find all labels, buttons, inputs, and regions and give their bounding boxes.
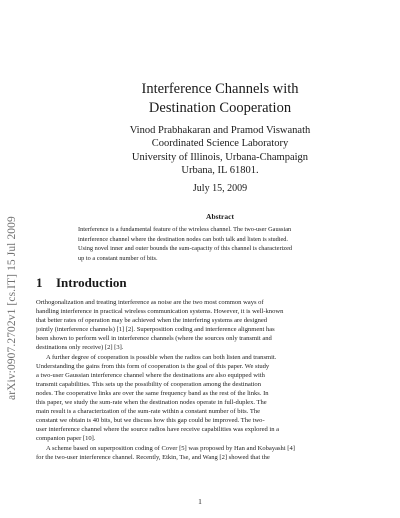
body-line: main result is a characterization of the sum-rate within a constant number of bits. The [36, 408, 261, 416]
body-line: handling interference in practical wireless communication systems. However, it is well-known [36, 308, 284, 316]
section-heading [36, 275, 127, 291]
abstract-line: Using novel inner and outer bounds the sum-capacity of this channel is characterized [78, 245, 293, 252]
paper-title [60, 80, 380, 118]
body-line: that better rates of operation may be achieved when the interfering systems are designed [36, 317, 268, 325]
body-text [36, 298, 362, 462]
page-number: 1 [198, 497, 202, 506]
title-line: Interference Channels with [141, 81, 299, 97]
abstract-line: interference channel where the destination nodes can both talk and listen is studied. [78, 235, 289, 243]
author-names: Vinod Prabhakaran and Pramod Viswanath [129, 125, 311, 136]
abstract-text [78, 225, 326, 263]
arxiv-stamp: arXiv:0907.2702v1 [cs.IT] 15 Jul 2009 [6, 216, 18, 400]
affiliation-city: Urbana, IL 61801. [181, 164, 259, 176]
abstract-line: up to a constant number of bits. [78, 254, 158, 262]
body-line: Orthogonalization and treating interference as noise are the two most common ways of [36, 299, 264, 306]
paper-date: July 15, 2009 [192, 183, 248, 194]
body-line: been shown to perform well in interference channels (where the sources only transmit and [36, 335, 272, 343]
author-block [60, 124, 380, 177]
body-line: nodes. The cooperative links are over the same frequency band as the rest of the links. In [36, 389, 269, 397]
body-line: A scheme based on superposition coding of Cover [5] was proposed by Han and Kobayashi [4] [46, 444, 295, 452]
body-line: a two-user Gaussian interference channel where the destinations are also equipped with [36, 371, 265, 379]
body-line: this paper, we study the sum-rate when the destination nodes operate in full-duplex. The [36, 399, 267, 407]
abstract-line: Interference is a fundamental feature of the wireless channel. The two-user Gaussian [78, 226, 292, 233]
body-line: jointly (interference channels) [1] [2]. Superposition coding and interference alignment has [36, 326, 275, 334]
abstract-heading: Abstract [206, 212, 234, 221]
body-line: constant we obtain is 40 bits, but we discuss how this gap could be improved. The two- [36, 417, 265, 425]
section-number: 1 [36, 275, 43, 290]
body-line: A further degree of cooperation is possible when the radios can both listen and transmit. [46, 353, 277, 361]
body-line: Understanding the gains from this form of cooperation is the goal of this paper. We study [36, 362, 270, 370]
body-line: transmit capabilities. This sets up the possibility of cooperation among the destination [36, 380, 261, 388]
body-line: destinations only receive) [2] [3]. [36, 344, 124, 352]
section-title: Introduction [56, 275, 127, 290]
title-line: Destination Cooperation [148, 100, 292, 116]
body-line: companion paper [10]. [36, 435, 96, 443]
affiliation-lab: Coordinated Science Laboratory [151, 138, 289, 150]
affiliation-university: University of Illinois, Urbana-Champaign [131, 151, 309, 163]
body-line: for the two-user interference channel. Recently, Etkin, Tse, and Wang [2] showed that the [36, 453, 270, 461]
body-line: user interference channel where the source radios have receive capabilities was explored in a [36, 426, 280, 434]
